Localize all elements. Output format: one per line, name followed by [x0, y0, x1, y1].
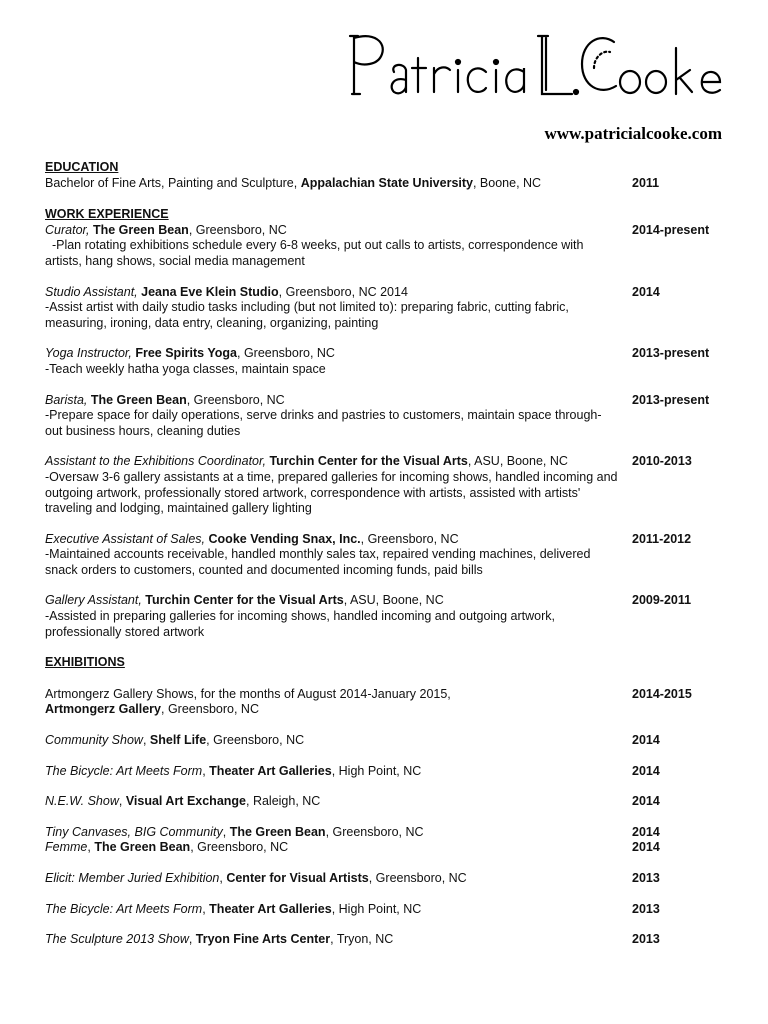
exhibition-entry-2: N.E.W. Show, Visual Art Exchange, Raleigh, NC 2014: [45, 794, 735, 810]
job-role: Yoga Instructor,: [45, 346, 136, 361]
work-entry-2: [45, 346, 735, 377]
school-name: Appalachian State University: [300, 175, 473, 190]
section-heading-education: EDUCATION: [45, 160, 119, 174]
exhibition-date: 2014: [632, 824, 660, 839]
education-date: 2011: [632, 175, 660, 190]
work-entry-3: [45, 393, 735, 440]
job-location: , Greensboro, NC: [186, 392, 285, 407]
job-date: 2011-2012: [632, 531, 692, 546]
exhibition-location: , Tryon, NC: [330, 932, 394, 947]
exhibition-org: The Green Bean: [229, 824, 326, 839]
website-link[interactable]: www.patricialcooke.com: [544, 124, 722, 143]
job-location: , Greensboro, NC: [360, 531, 459, 546]
work-section: [45, 207, 735, 640]
job-date: 2014-present: [632, 222, 710, 237]
exhibition-date: 2013: [632, 901, 660, 916]
exhibition-org: Visual Art Exchange: [125, 794, 246, 809]
exhibition-title: The Bicycle: Art Meets Form: [45, 763, 203, 778]
exhibition-entry-artmongerz: [45, 687, 735, 718]
job-location: , Greensboro, NC 2014: [278, 284, 408, 299]
exhibition-location: , Greensboro, NC: [206, 733, 305, 748]
job-location: , ASU, Boone, NC: [467, 454, 568, 469]
exhibition-org: Tryon Fine Arts Center: [195, 932, 331, 947]
work-entry-6: [45, 593, 735, 640]
job-org: Turchin Center for the Visual Arts: [269, 454, 468, 469]
job-role: Assistant to the Exhibitions Coordinator,: [45, 454, 270, 469]
exhibition-title: Community Show: [45, 733, 143, 748]
degree-text: Bachelor of Fine Arts, Painting and Sculpture,: [45, 175, 301, 190]
exhibition-location: , Greensboro, NC: [368, 871, 467, 885]
job-org: The Green Bean: [92, 222, 189, 237]
job-role: Barista,: [45, 392, 91, 407]
job-location: , Greensboro, NC: [188, 222, 287, 237]
exhibition-org: Shelf Life: [149, 733, 207, 748]
job-date: 2014: [632, 284, 660, 299]
work-entry-5: [45, 532, 735, 579]
work-entry-1: [45, 285, 735, 332]
job-role: Gallery Assistant,: [45, 593, 146, 608]
exhibition-location: , Greensboro, NC: [161, 702, 259, 717]
job-role: Executive Assistant of Sales,: [45, 531, 209, 546]
exhibition-entry-5: The Bicycle: Art Meets Form, Theater Art Galleries, High Point, NC 2013: [45, 902, 735, 918]
exhibition-org: Artmongerz Gallery: [45, 702, 162, 717]
job-date: 2013-present: [632, 346, 710, 361]
exhibition-date: 2013: [632, 932, 660, 947]
job-org: Free Spirits Yoga: [135, 346, 237, 361]
job-date: 2009-2011: [632, 593, 692, 608]
exhibition-entry-1: The Bicycle: Art Meets Form, Theater Art Galleries, High Point, NC 2014: [45, 764, 735, 780]
work-entry-4: [45, 454, 735, 516]
exhibition-entry-3b: Femme, The Green Bean, Greensboro, NC 2014: [45, 840, 735, 856]
exhibition-location: , Raleigh, NC: [246, 794, 321, 809]
exhibition-date: 2014: [632, 840, 660, 855]
job-description: -Teach weekly hatha yoga classes, maintain space: [45, 361, 326, 376]
exhibition-date: 2014: [632, 763, 660, 778]
exhibition-location: , Greensboro, NC: [190, 840, 289, 855]
education-section: [45, 160, 735, 191]
job-org: The Green Bean: [90, 392, 187, 407]
job-location: , ASU, Boone, NC: [343, 593, 444, 608]
job-role: Curator,: [45, 222, 93, 237]
exhibition-location: , High Point, NC: [331, 763, 422, 778]
exhibition-entry-6: The Sculpture 2013 Show, Tryon Fine Arts Center, Tryon, NC 2013: [45, 932, 735, 948]
job-date: 2013-present: [632, 392, 710, 407]
section-heading-exhibitions: EXHIBITIONS: [45, 655, 125, 670]
exhibitions-section: [45, 655, 735, 948]
exhibition-org: Center for Visual Artists: [226, 871, 369, 885]
exhibition-date: 2014-2015: [632, 686, 692, 701]
exhibition-date: 2014: [632, 794, 660, 809]
exhibition-org: Theater Art Galleries: [209, 763, 332, 778]
job-org: Turchin Center for the Visual Arts: [145, 593, 344, 608]
exhibition-org: The Green Bean: [94, 840, 191, 855]
exhibition-title: Artmongerz Gallery Shows, for the months of August 2014-January 2015,: [45, 686, 451, 701]
job-org: Jeana Eve Klein Studio: [141, 284, 279, 299]
exhibition-title: N.E.W. Show: [45, 794, 119, 809]
resume-name-logo: [346, 28, 738, 98]
exhibition-date: 2014: [632, 733, 660, 748]
exhibition-org: Theater Art Galleries: [209, 901, 332, 916]
job-description: -Prepare space for daily operations, serve drinks and pastries to customers, maintain space through-out business hours, cleaning duties: [45, 408, 602, 438]
exhibition-location: , High Point, NC: [331, 901, 422, 916]
resume-body: [45, 160, 735, 948]
exhibition-title: The Bicycle: Art Meets Form: [45, 901, 203, 916]
job-description: -Assist artist with daily studio tasks including (but not limited to): preparing fabric, cutting fabric, measuring, ironing, data entry, cleaning, organizing, painting: [45, 300, 569, 330]
job-role: Studio Assistant,: [45, 284, 142, 299]
exhibition-title: The Sculpture 2013 Show: [45, 932, 189, 947]
job-description: -Oversaw 3-6 gallery assistants at a time, prepared galleries for incoming shows, handled incoming and outgoing artwork, professionally stored artwork, correspondence with artists, assisted with artists' traveling and lodging, maintained gallery lighting: [45, 469, 618, 516]
school-location: , Boone, NC: [472, 175, 542, 190]
job-description: -Maintained accounts receivable, handled monthly sales tax, repaired vending machines, delivered snack orders to customers, counted and documented incoming funds, paid bills: [45, 547, 591, 577]
exhibition-entry-3: Tiny Canvases, BIG Community, The Green Bean, Greensboro, NC 2014: [45, 825, 735, 841]
section-heading-work: WORK EXPERIENCE: [45, 207, 169, 222]
exhibition-location: , Greensboro, NC: [325, 824, 424, 839]
work-entry-0: [45, 223, 735, 270]
exhibition-title: Elicit: Member Juried Exhibition: [45, 871, 220, 885]
job-location: , Greensboro, NC: [237, 346, 335, 361]
exhibition-entry-0: Community Show, Shelf Life, Greensboro, NC 2014: [45, 733, 735, 749]
exhibition-date: 2013: [632, 871, 660, 885]
exhibition-title: Femme: [45, 840, 88, 855]
exhibition-title: Tiny Canvases, BIG Community: [45, 824, 223, 839]
job-description: -Plan rotating exhibitions schedule every 6-8 weeks, put out calls to artists, correspondence with artists, hang shows, social media management: [45, 238, 587, 268]
job-date: 2010-2013: [632, 454, 692, 469]
exhibition-entry-4: Elicit: Member Juried Exhibition, Center for Visual Artists, Greensboro, NC 2013: [45, 871, 735, 887]
education-entry: [45, 176, 735, 192]
job-org: Cooke Vending Snax, Inc.: [208, 531, 361, 546]
job-description: -Assisted in preparing galleries for incoming shows, handled incoming and outgoing artwork, professionally stored artwork: [45, 609, 555, 639]
